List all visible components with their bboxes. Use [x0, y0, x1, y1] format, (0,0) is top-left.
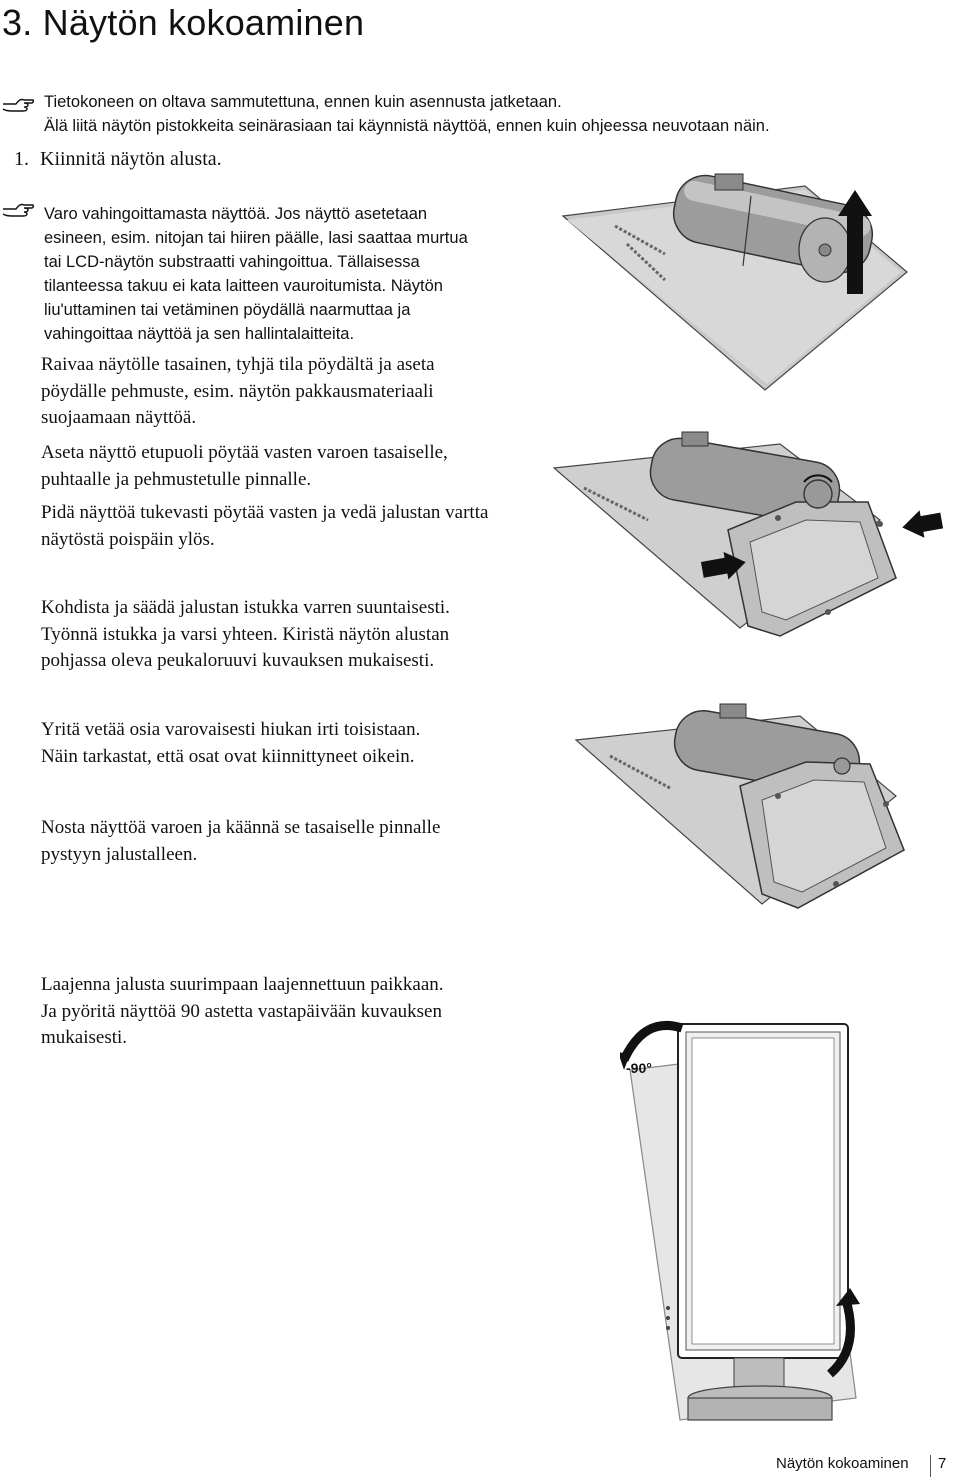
- text-line: Laajenna jalusta suurimpaan laajennettuun paikkaan.: [41, 974, 444, 995]
- text-line: Näin tarkastat, että osat ovat kiinnittyneet oikein.: [41, 745, 415, 767]
- step-number: 1.: [14, 148, 29, 170]
- pointing-hand-icon: [2, 197, 34, 219]
- illustration-attach-base: [550, 430, 955, 645]
- text-line: mukaisesti.: [41, 1027, 128, 1048]
- footer-section-title: Näytön kokoaminen: [776, 1455, 909, 1472]
- note-line: Varo vahingoittamasta näyttöä. Jos näyttö asetetaan: [44, 205, 428, 223]
- text-line: Nosta näyttöä varoen ja käännä se tasaiselle pinnalle: [41, 817, 441, 838]
- illustration-check-attachment: [570, 700, 955, 920]
- text-line: pöydälle pehmuste, esim. näytön pakkausmateriaali: [41, 380, 434, 402]
- note-line: vahingoittaa näyttöä ja sen hallintalaitteita.: [44, 325, 355, 343]
- note-line: esineen, esim. nitojan tai hiiren päälle, lasi saattaa murtua: [44, 229, 468, 247]
- text-line: Aseta näyttö etupuoli pöytää vasten varoen tasaiselle,: [41, 442, 448, 463]
- text-line: Kohdista ja säädä jalustan istukka varren suuntaisesti.: [41, 597, 450, 618]
- text-line: pystyyn jalustalleen.: [41, 843, 198, 865]
- note-damage-warning: [44, 202, 468, 346]
- pointing-hand-icon: [2, 92, 34, 114]
- note-line: tilanteessa takuu ei kata laitteen vauroitumista. Näytön: [44, 277, 443, 295]
- paragraph-lift-monitor: [41, 815, 440, 868]
- note-line: tai LCD-näytön substraatti vahingoittua. Tällaisessa: [44, 253, 420, 271]
- text-line: Pidä näyttöä tukevasti pöytää vasten ja vedä jalustan vartta: [41, 502, 489, 523]
- text-line: suojaamaan näyttöä.: [41, 407, 197, 428]
- step-title: Kiinnitä näytön alusta.: [40, 148, 222, 170]
- text-line: näytöstä poispäin ylös.: [41, 528, 215, 550]
- paragraph-check-attachment: [41, 717, 420, 770]
- step-heading: [14, 148, 222, 171]
- paragraph-clear-table: [41, 352, 435, 432]
- text-line: puhtaalle ja pehmustetulle pinnalle.: [41, 468, 312, 490]
- paragraph-face-down: [41, 440, 448, 493]
- paragraph-attach-base: [41, 595, 450, 675]
- arrow-left-icon: [900, 507, 944, 542]
- text-line: Yritä vetää osia varovaisesti hiukan irti toisistaan.: [41, 719, 421, 740]
- illustration-pull-arm: [555, 168, 955, 398]
- paragraph-extend-rotate: [41, 972, 444, 1052]
- paragraph-pull-arm: [41, 500, 488, 553]
- note-line: Älä liitä näytön pistokkeita seinärasiaan tai käynnistä näyttöä, ennen kuin ohjeessa neuvotaan näin.: [44, 117, 770, 135]
- footer-divider: [930, 1455, 931, 1477]
- text-line: Ja pyöritä näyttöä 90 astetta vastapäivään kuvauksen: [41, 1000, 442, 1022]
- text-line: Raivaa näytölle tasainen, tyhjä tila pöydältä ja aseta: [41, 354, 435, 375]
- note-power-off: [44, 90, 770, 138]
- note-line: liu'uttaminen tai vetäminen pöydällä naarmuttaa ja: [44, 301, 411, 319]
- note-line: Tietokoneen on oltava sammutettuna, ennen kuin asennusta jatketaan.: [44, 93, 562, 111]
- text-line: pohjassa oleva peukaloruuvi kuvauksen mukaisesti.: [41, 650, 435, 671]
- rotation-angle-label: -90°: [626, 1060, 652, 1076]
- text-line: Työnnä istukka ja varsi yhteen. Kiristä näytön alustan: [41, 623, 450, 645]
- page-title: 3. Näytön kokoaminen: [2, 2, 365, 43]
- illustration-rotate-monitor: [620, 1018, 860, 1448]
- rotate-arrow-top-icon: [624, 1025, 682, 1060]
- page-number: 7: [938, 1455, 947, 1472]
